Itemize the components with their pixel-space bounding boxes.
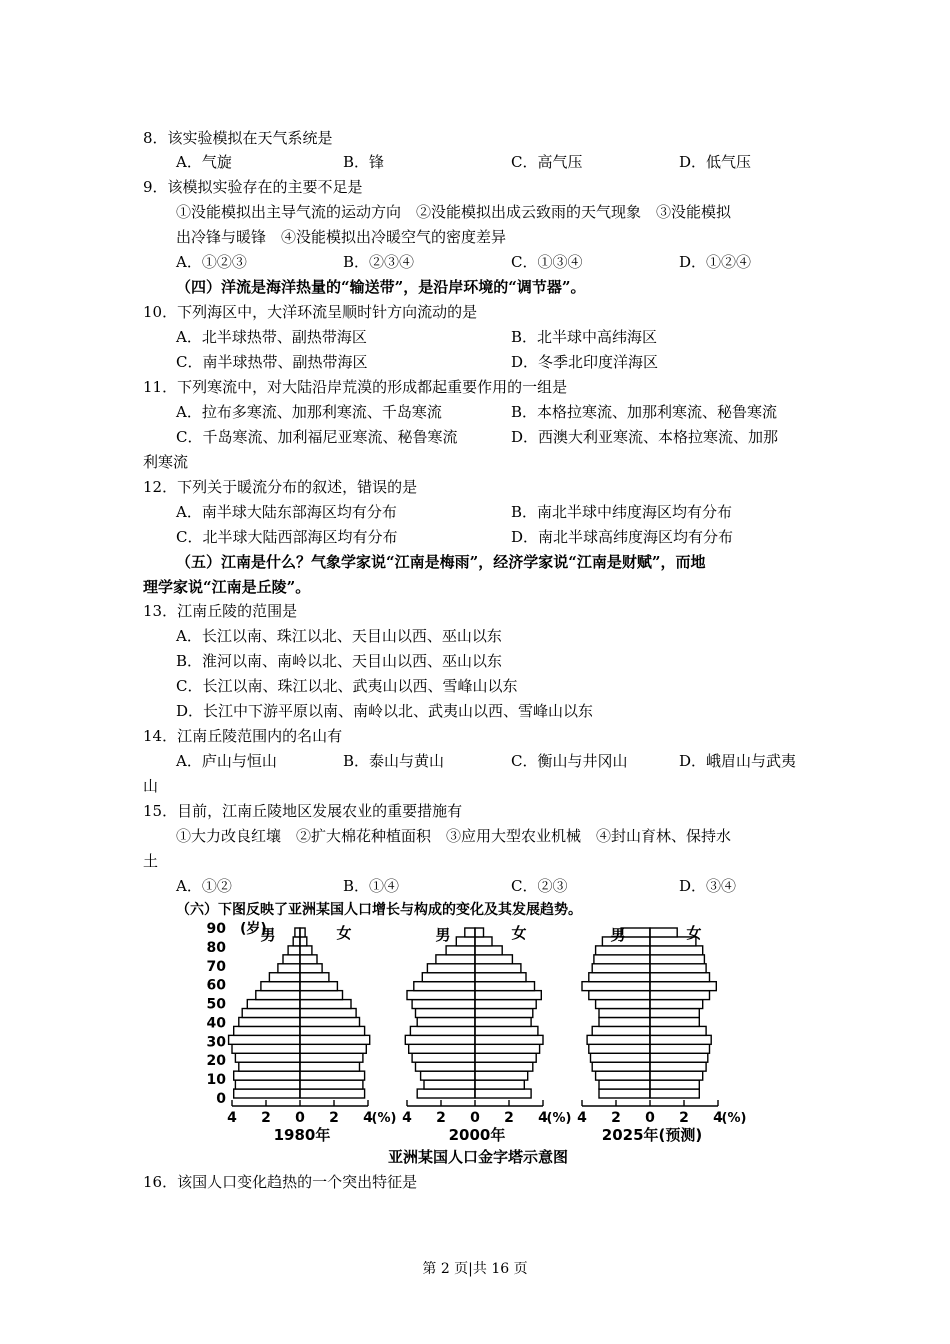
q11-stem: 11．下列寒流中，对大陆沿岸荒漠的形成都起重要作用的一组是 <box>143 378 568 396</box>
pyramid-x-unit: (%) <box>371 1111 397 1126</box>
pyramid-x-tick-label: 4 <box>363 1110 373 1126</box>
pyramid-bar-male <box>422 973 475 982</box>
pyramid-bar-female <box>300 964 322 973</box>
age-tick-label: 30 <box>206 1034 226 1051</box>
pyramid-bar-female <box>300 973 329 982</box>
q9-option-c: C．①③④ <box>511 253 583 271</box>
q12-option-a: A．南半球大陆东部海区均有分布 <box>176 503 397 521</box>
pyramid-bar-female <box>300 1080 363 1089</box>
pyramid-x-tick-label: 2 <box>436 1110 446 1126</box>
pyramid-bar-male <box>283 955 300 964</box>
pyramid-bar-female <box>300 1000 351 1009</box>
pyramid-bar-female <box>300 1089 365 1098</box>
pyramid-bar-female <box>300 955 317 964</box>
q9-option-d: D．①②④ <box>679 253 752 271</box>
pyramid-x-tick-label: 4 <box>713 1110 723 1126</box>
pyramid-bar-female <box>650 982 716 991</box>
pyramid-bar-male <box>421 1071 475 1080</box>
pyramid-bar-female <box>475 973 526 982</box>
q11-option-d-wrap: 利寒流 <box>143 453 189 471</box>
q15-option-d: D．③④ <box>679 877 737 895</box>
pyramid-x-unit: (%) <box>546 1111 572 1126</box>
pyramid-bar-male <box>234 1026 300 1035</box>
pyramid-year-label: 1980年 <box>273 1126 331 1144</box>
figure-title: 亚洲某国人口金字塔示意图 <box>387 1148 569 1166</box>
pyramid-x-tick-label: 0 <box>295 1110 305 1126</box>
pyramid-bar-female <box>475 1080 524 1089</box>
pyramid-x-tick-label: 4 <box>538 1110 548 1126</box>
pyramid-bar-male <box>589 991 650 1000</box>
pyramid-bar-female <box>475 1026 538 1035</box>
pyramid-bar-male <box>410 1026 475 1035</box>
q13-option-a: A．长江以南、珠江以北、天目山以西、巫山以东 <box>176 627 502 645</box>
pyramid-bar-female <box>650 1035 711 1044</box>
q9-desc-line1: ①没能模拟出主导气流的运动方向 ②没能模拟出成云致雨的天气现象 ③没能模拟 <box>176 203 732 221</box>
sex-label-female: 女 <box>336 924 352 942</box>
q13-option-c: C．长江以南、珠江以北、武夷山以西、雪峰山以东 <box>176 677 518 695</box>
pyramid-bar-male <box>416 1062 476 1071</box>
q10-option-a: A．北半球热带、副热带海区 <box>176 328 367 346</box>
age-axis-unit: (岁) <box>240 921 267 937</box>
q13-option-d: D．长江中下游平原以南、南岭以北、武夷山以西、雪峰山以东 <box>176 702 594 720</box>
pyramid-bar-female <box>475 946 502 955</box>
pyramid-bar-male <box>293 937 300 946</box>
age-tick-label: 80 <box>206 939 226 956</box>
pyramid-bar-male <box>234 1071 300 1080</box>
pyramid-bar-male <box>288 946 300 955</box>
pyramid-bar-male <box>436 955 475 964</box>
pyramid-bar-female <box>650 1089 699 1098</box>
pyramid-bar-male <box>409 1044 475 1053</box>
pyramid-bar-male <box>412 1000 475 1009</box>
pyramid-bar-male <box>456 937 475 946</box>
pyramid-bar-female <box>475 928 484 937</box>
pyramid-x-tick-label: 4 <box>227 1110 237 1126</box>
q14-option-c: C．衡山与井冈山 <box>511 752 628 770</box>
pyramid-bar-male <box>278 964 300 973</box>
pyramid-bar-female <box>300 937 307 946</box>
pyramid-bar-male <box>599 1089 650 1098</box>
pyramid-bar-female <box>650 1053 708 1062</box>
population-pyramid-figure <box>200 918 780 1178</box>
pyramid-bar-male <box>247 1000 300 1009</box>
pyramid-bar-female <box>300 982 337 991</box>
pyramid-bar-male <box>424 1080 475 1089</box>
age-tick-label: 0 <box>216 1091 226 1107</box>
section6-heading: （六）下图反映了亚洲某国人口增长与构成的变化及其发展趋势。 <box>176 902 582 918</box>
pyramid-bar-male <box>239 1017 300 1026</box>
pyramid-bar-female <box>475 1000 536 1009</box>
pyramid-x-tick-label: 0 <box>470 1110 480 1126</box>
pyramid-bar-female <box>650 991 710 1000</box>
pyramid-bar-female <box>300 1026 365 1035</box>
pyramid-bar-male <box>229 1035 300 1044</box>
pyramid-bar-male <box>416 1009 476 1018</box>
q9-option-a: A．①②③ <box>176 253 247 271</box>
age-tick-label: 70 <box>206 958 226 975</box>
pyramid-bar-female <box>300 1035 370 1044</box>
q8-option-b: B．锋 <box>343 153 385 171</box>
age-tick-label: 60 <box>206 977 226 994</box>
pyramid-bar-female <box>475 1089 531 1098</box>
age-tick-label: 10 <box>206 1072 226 1089</box>
pyramid-bar-male <box>412 1053 475 1062</box>
pyramid-bar-female <box>300 1044 366 1053</box>
pyramid-bar-female <box>475 1044 540 1053</box>
q13-stem: 13．江南丘陵的范围是 <box>143 602 298 620</box>
pyramid-bar-male <box>599 1017 650 1026</box>
pyramid-bar-male <box>295 928 300 937</box>
pyramid-bar-male <box>414 982 475 991</box>
q12-option-c: C．北半球大陆西部海区均有分布 <box>176 528 398 546</box>
pyramid-bar-male <box>242 1009 300 1018</box>
q15-option-a: A．①② <box>176 877 232 895</box>
q12-option-d: D．南北半球高纬度海区均有分布 <box>511 528 734 546</box>
pyramid-bar-male <box>407 991 475 1000</box>
q15-stem: 15．目前，江南丘陵地区发展农业的重要措施有 <box>143 802 463 820</box>
pyramid-bar-male <box>417 1017 475 1026</box>
pyramid-bar-female <box>650 1000 703 1009</box>
pyramid-bar-female <box>650 1009 699 1018</box>
q16-stem: 16．该国人口变化趋热的一个突出特征是 <box>143 1173 418 1191</box>
pyramid-bar-male <box>596 1000 650 1009</box>
q8-option-c: C．高气压 <box>511 153 583 171</box>
pyramid-bar-male <box>589 973 650 982</box>
q8-option-d: D．低气压 <box>679 153 752 171</box>
pyramid-x-tick-label: 2 <box>679 1110 689 1126</box>
sex-label-male: 男 <box>435 926 451 944</box>
q14-option-a: A．庐山与恒山 <box>176 752 277 770</box>
pyramid-bar-male <box>232 1044 300 1053</box>
pyramid-bar-male <box>427 964 475 973</box>
pyramid-bar-male <box>235 1053 300 1062</box>
q15-desc-line1: ①大力改良红壤 ②扩大棉花种植面积 ③应用大型农业机械 ④封山育林、保持水 <box>176 827 732 845</box>
q8-option-a: A．气旋 <box>176 153 232 171</box>
pyramid-bar-female <box>650 1080 699 1089</box>
pyramid-bar-female <box>300 946 312 955</box>
pyramid-bar-male <box>589 1044 650 1053</box>
pyramid-x-tick-label: 2 <box>261 1110 271 1126</box>
pyramid-bar-female <box>475 1053 536 1062</box>
pyramid-x-unit: (%) <box>721 1111 747 1126</box>
q11-option-b: B．本格拉寒流、加那利寒流、秘鲁寒流 <box>511 403 778 421</box>
pyramid-bar-male <box>596 1071 650 1080</box>
section5-heading-line1: （五）江南是什么？气象学家说“江南是梅雨”，经济学家说“江南是财赋”，而地 <box>176 553 706 571</box>
pyramid-bar-male <box>599 1009 650 1018</box>
pyramid-bar-male <box>234 1089 300 1098</box>
pyramid-bar-male <box>405 1035 475 1044</box>
section4-heading: （四）洋流是海洋热量的“输送带”，是沿岸环境的“调节器”。 <box>176 278 586 296</box>
pyramid-bar-female <box>475 982 535 991</box>
pyramid-bar-female <box>650 964 706 973</box>
q14-stem: 14．江南丘陵范围内的名山有 <box>143 727 343 745</box>
pyramid-bar-female <box>475 1035 543 1044</box>
q10-stem: 10．下列海区中，大洋环流呈顺时针方向流动的是 <box>143 303 478 321</box>
q11-option-a: A．拉布多寒流、加那利寒流、千岛寒流 <box>176 403 442 421</box>
pyramid-bar-male <box>239 1062 300 1071</box>
q14-option-b: B．泰山与黄山 <box>343 752 445 770</box>
q9-stem: 9．该模拟实验存在的主要不足是 <box>143 178 363 196</box>
pyramid-bar-male <box>417 1089 475 1098</box>
age-tick-label: 90 <box>206 921 226 937</box>
pyramid-x-tick-label: 0 <box>645 1110 655 1126</box>
q9-desc-line2: 出冷锋与暖锋 ④没能模拟出冷暖空气的密度差异 <box>176 228 507 246</box>
q12-stem: 12．下列关于暖流分布的叙述，错误的是 <box>143 478 418 496</box>
q15-desc-line2: 土 <box>143 852 159 870</box>
pyramid-bar-female <box>650 955 704 964</box>
pyramid-bar-male <box>596 946 650 955</box>
sex-label-female: 女 <box>511 924 527 942</box>
pyramid-bar-male <box>594 955 650 964</box>
pyramid-x-tick-label: 4 <box>577 1110 587 1126</box>
pyramid-bar-female <box>475 937 492 946</box>
pyramid-bar-male <box>261 982 300 991</box>
pyramid-x-tick-label: 2 <box>504 1110 514 1126</box>
pyramid-bar-female <box>475 1017 531 1026</box>
pyramid-x-tick-label: 2 <box>611 1110 621 1126</box>
pyramid-x-tick-label: 2 <box>329 1110 339 1126</box>
q11-option-d: D．西澳大利亚寒流、本格拉寒流、加那 <box>511 428 779 446</box>
pyramid-bar-female <box>650 1071 703 1080</box>
pyramid-bar-male <box>592 1062 650 1071</box>
pyramid-bar-male <box>591 1053 651 1062</box>
pyramid-bar-female <box>475 1009 533 1018</box>
q13-option-b: B．淮河以南、南岭以北、天目山以西、巫山以东 <box>176 652 503 670</box>
age-tick-label: 20 <box>206 1053 226 1070</box>
pyramid-bar-male <box>592 964 650 973</box>
pyramid-bar-male <box>592 1026 650 1035</box>
pyramid-bar-female <box>475 1071 528 1080</box>
pyramid-x-tick-label: 4 <box>402 1110 412 1126</box>
pyramid-bar-female <box>475 1062 533 1071</box>
pyramid-bar-female <box>300 991 343 1000</box>
q8-stem: 8．该实验模拟在天气系统是 <box>143 129 333 147</box>
pyramid-bar-female <box>650 973 710 982</box>
q9-option-b: B．②③④ <box>343 253 415 271</box>
sex-label-female: 女 <box>686 924 702 942</box>
age-tick-label: 50 <box>206 996 226 1013</box>
pyramid-bar-female <box>300 1053 363 1062</box>
pyramid-bar-female <box>300 1071 365 1080</box>
pyramid-bar-female <box>650 1017 699 1026</box>
pyramid-bar-female <box>650 1026 706 1035</box>
pyramid-bar-female <box>475 991 541 1000</box>
page-footer: 第 2 页|共 16 页 <box>422 1261 528 1277</box>
section5-heading-line2: 理学家说“江南是丘陵”。 <box>143 578 311 596</box>
pyramid-bar-male <box>269 973 300 982</box>
pyramid-bar-female <box>475 964 521 973</box>
pyramid-bar-female <box>300 1017 360 1026</box>
age-tick-label: 40 <box>206 1015 226 1032</box>
pyramid-bar-female <box>300 928 305 937</box>
q10-option-b: B．北半球中高纬海区 <box>511 328 658 346</box>
pyramid-bar-male <box>587 1035 650 1044</box>
sex-label-male: 男 <box>260 926 276 944</box>
pyramid-year-label: 2025年(预测) <box>601 1126 703 1144</box>
q14-option-d: D．峨眉山与武夷 <box>679 752 797 770</box>
pyramid-bar-male <box>465 928 475 937</box>
pyramid-bar-male <box>446 946 475 955</box>
q10-option-c: C．南半球热带、副热带海区 <box>176 353 368 371</box>
q12-option-b: B．南北半球中纬度海区均有分布 <box>511 503 733 521</box>
q10-option-d: D．冬季北印度洋海区 <box>511 353 659 371</box>
pyramid-bar-male <box>582 982 650 991</box>
pyramid-bar-female <box>300 1062 360 1071</box>
q15-option-c: C．②③ <box>511 877 568 895</box>
pyramid-bar-female <box>650 1044 710 1053</box>
pyramid-bar-male <box>599 1080 650 1089</box>
q15-option-b: B．①④ <box>343 877 400 895</box>
pyramid-bar-female <box>650 1062 706 1071</box>
pyramid-bar-female <box>650 946 703 955</box>
pyramid-bar-male <box>256 991 300 1000</box>
pyramid-bar-female <box>650 928 677 937</box>
pyramid-bar-male <box>235 1080 300 1089</box>
q14-option-d-wrap: 山 <box>143 777 159 795</box>
pyramid-year-label: 2000年 <box>448 1126 506 1144</box>
q11-option-c: C．千岛寒流、加利福尼亚寒流、秘鲁寒流 <box>176 428 458 446</box>
sex-label-male: 男 <box>610 926 626 944</box>
pyramid-bar-female <box>300 1009 356 1018</box>
pyramid-bar-female <box>475 955 512 964</box>
